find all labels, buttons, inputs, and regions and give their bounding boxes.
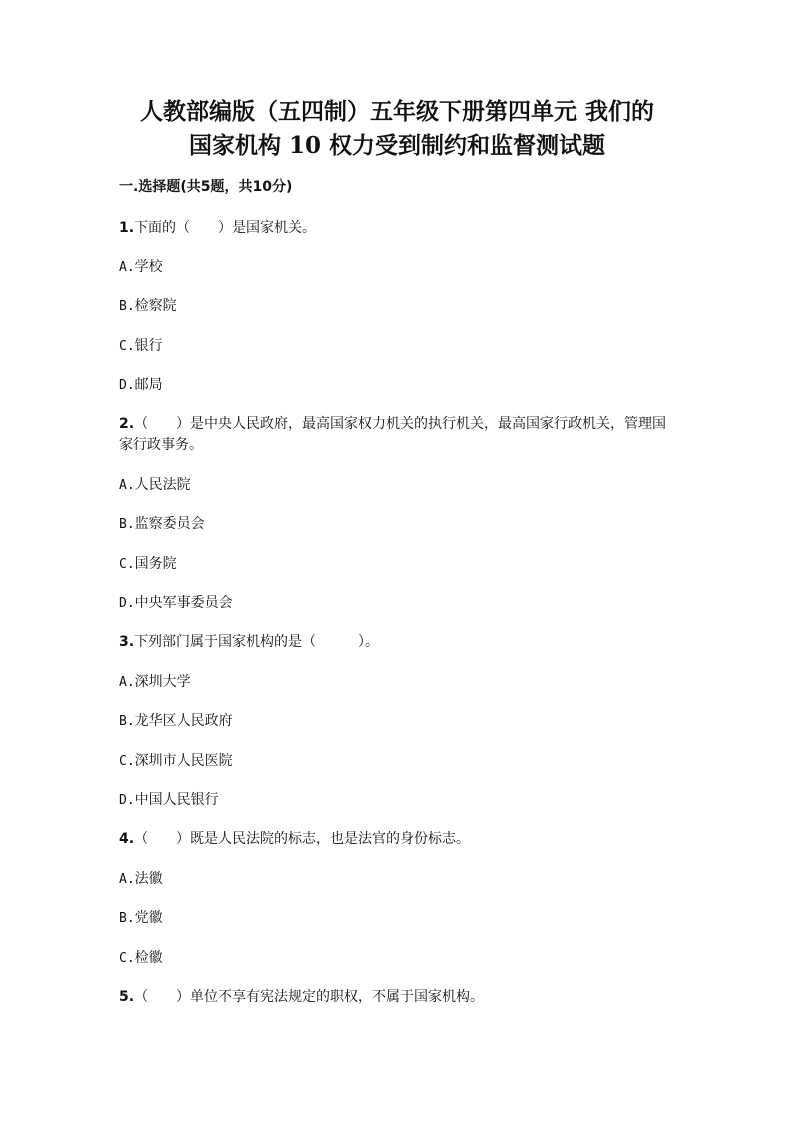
option-3b bbox=[119, 711, 233, 732]
option-4c bbox=[119, 948, 163, 969]
option-letter: C. bbox=[119, 339, 135, 354]
question-text: （ ）是中央人民政府，最高国家权力机关的执行机关，最高国家行政机关，管理国家行政事务。 bbox=[119, 416, 667, 453]
option-letter: D. bbox=[119, 378, 135, 393]
option-letter: A. bbox=[119, 872, 135, 887]
option-letter: A. bbox=[119, 675, 135, 690]
option-letter: D. bbox=[119, 596, 135, 611]
document-title-line-1: 人教部编版（五四制）五年级下册第四单元 我们的 bbox=[139, 98, 654, 125]
question-number: 4. bbox=[119, 831, 135, 847]
option-3d bbox=[119, 790, 219, 811]
option-text: 银行 bbox=[134, 338, 163, 354]
question-text: （ ）既是人民法院的标志，也是法官的身份标志。 bbox=[134, 831, 471, 847]
question-5 bbox=[119, 987, 484, 1007]
option-1b bbox=[119, 296, 177, 317]
option-letter: B. bbox=[119, 911, 135, 926]
option-text: 监察委员会 bbox=[134, 516, 205, 532]
option-letter: B. bbox=[119, 714, 135, 729]
question-number: 5. bbox=[119, 989, 135, 1005]
option-4a bbox=[119, 869, 163, 890]
option-text: 检察院 bbox=[134, 298, 177, 314]
option-4b bbox=[119, 908, 163, 929]
option-letter: C. bbox=[119, 754, 135, 769]
option-letter: C. bbox=[119, 557, 135, 572]
option-2b bbox=[119, 514, 205, 535]
question-text: 下列部门属于国家机构的是（ ）。 bbox=[134, 634, 380, 650]
option-2c bbox=[119, 554, 177, 575]
option-letter: B. bbox=[119, 299, 135, 314]
question-2 bbox=[119, 414, 679, 456]
question-number: 1. bbox=[119, 220, 135, 236]
question-4 bbox=[119, 829, 470, 849]
option-2d bbox=[119, 593, 233, 614]
option-text: 龙华区人民政府 bbox=[134, 713, 233, 729]
option-letter: A. bbox=[119, 478, 135, 493]
option-text: 中央军事委员会 bbox=[134, 595, 233, 611]
option-1d bbox=[119, 375, 163, 396]
option-text: 邮局 bbox=[134, 377, 163, 393]
option-text: 党徽 bbox=[134, 910, 163, 926]
option-letter: D. bbox=[119, 793, 135, 808]
question-number: 3. bbox=[119, 634, 135, 650]
option-text: 人民法院 bbox=[134, 477, 191, 493]
option-text: 深圳市人民医院 bbox=[134, 753, 233, 769]
option-text: 中国人民银行 bbox=[134, 792, 219, 808]
option-2a bbox=[119, 475, 191, 496]
section-heading: 一.选择题(共5题，共10分) bbox=[119, 179, 293, 195]
question-text: 下面的（ ）是国家机关。 bbox=[134, 220, 317, 236]
option-1a bbox=[119, 257, 163, 278]
option-letter: A. bbox=[119, 260, 135, 275]
option-3c bbox=[119, 751, 233, 772]
option-text: 法徽 bbox=[134, 871, 163, 887]
option-text: 学校 bbox=[134, 259, 163, 275]
option-text: 国务院 bbox=[134, 556, 177, 572]
option-letter: C. bbox=[119, 951, 135, 966]
option-text: 检徽 bbox=[134, 950, 163, 966]
question-3 bbox=[119, 632, 379, 652]
question-number: 2. bbox=[119, 416, 135, 432]
document-title-line-2: 国家机构 10 权力受到制约和监督测试题 bbox=[188, 132, 606, 159]
question-1 bbox=[119, 218, 316, 238]
question-text: （ ）单位不享有宪法规定的职权，不属于国家机构。 bbox=[134, 989, 485, 1005]
option-3a bbox=[119, 672, 191, 693]
option-1c bbox=[119, 336, 163, 357]
option-text: 深圳大学 bbox=[134, 674, 191, 690]
option-letter: B. bbox=[119, 517, 135, 532]
